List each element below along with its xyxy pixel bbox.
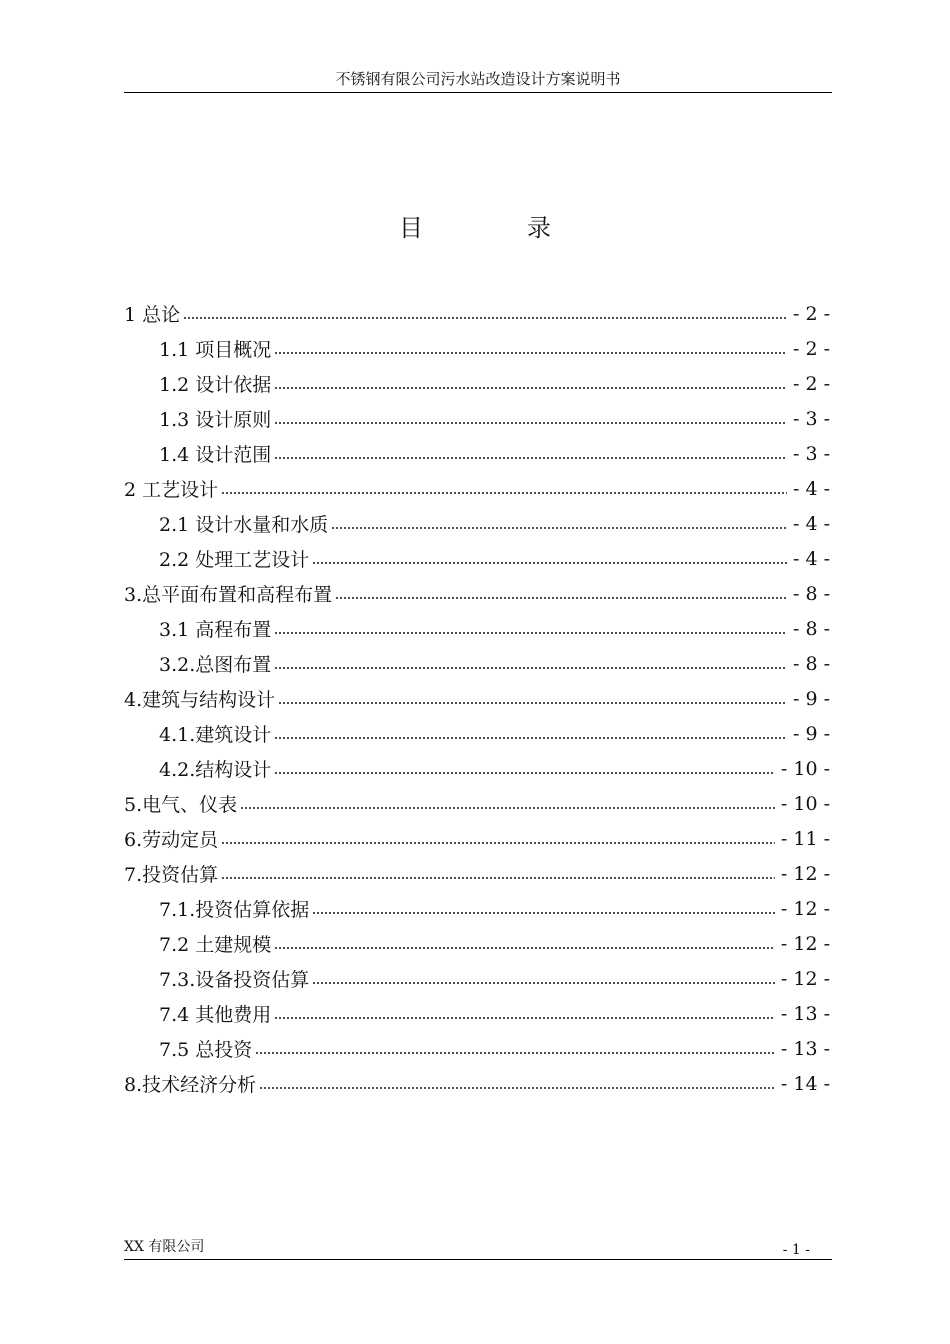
toc-entry-label: 2.1 设计水量和水质 [159,514,329,536]
toc-entry-page: - 12 - [780,862,830,885]
toc-entry[interactable] [124,541,830,576]
toc-entry[interactable] [124,961,830,996]
toc-entry-label: 1 总论 [124,304,181,326]
footer-page-number: - 1 - [782,1242,810,1258]
toc-entry[interactable] [124,786,830,821]
toc-entry-label: 2.2 处理工艺设计 [159,549,310,571]
toc-dot-leader [255,1052,775,1054]
toc-dot-leader [331,527,787,529]
toc-entry[interactable] [124,751,830,786]
toc-dot-leader [274,667,787,669]
toc-entry[interactable] [124,821,830,856]
toc-entry-page: - 4 - [792,512,830,535]
toc-entry[interactable] [124,926,830,961]
toc-dot-leader [312,562,787,564]
toc-entry-page: - 12 - [780,967,830,990]
toc-entry-page: - 14 - [780,1072,830,1095]
toc-entry-label: 3.总平面布置和高程布置 [124,584,333,606]
toc-entry-label: 7.5 总投资 [159,1039,253,1061]
header-rule [124,92,832,93]
toc-dot-leader [274,387,787,389]
toc-entry-label: 1.4 设计范围 [159,444,272,466]
toc-entry-page: - 9 - [792,722,830,745]
toc-dot-leader [240,807,775,809]
toc-entry-page: - 8 - [792,617,830,640]
toc-entry[interactable] [124,1031,830,1066]
toc-dot-leader [274,737,787,739]
toc-entry-label: 3.1 高程布置 [159,619,272,641]
toc-entry-label: 8.技术经济分析 [124,1074,257,1096]
toc-entry[interactable] [124,856,830,891]
footer-company: XX 有限公司 [124,1239,205,1255]
toc-entry[interactable] [124,366,830,401]
toc-entry[interactable] [124,471,830,506]
toc-entry[interactable] [124,331,830,366]
toc-entry-page: - 10 - [780,792,830,815]
toc-entry-label: 1.2 设计依据 [159,374,272,396]
toc-entry[interactable] [124,996,830,1031]
toc-entry-page: - 9 - [792,687,830,710]
toc-entry[interactable] [124,646,830,681]
toc-dot-leader [274,1017,775,1019]
toc-dot-leader [278,702,787,704]
toc-entry-page: - 2 - [792,337,830,360]
toc-entry-label: 5.电气、仪表 [124,794,238,816]
toc-dot-leader [274,422,787,424]
toc-entry-label: 2 工艺设计 [124,479,219,501]
toc-entry-page: - 4 - [792,547,830,570]
table-of-contents [124,296,830,1101]
toc-entry-page: - 2 - [792,302,830,325]
toc-dot-leader [221,877,775,879]
toc-dot-leader [312,982,775,984]
toc-entry-page: - 2 - [792,372,830,395]
toc-entry-page: - 11 - [780,827,830,850]
toc-dot-leader [274,457,787,459]
toc-entry[interactable] [124,891,830,926]
toc-entry[interactable] [124,681,830,716]
toc-dot-leader [259,1087,775,1089]
toc-title: 目录 [399,214,655,242]
toc-entry-label: 7.1.投资估算依据 [159,899,310,921]
footer-rule [124,1259,832,1260]
toc-entry-label: 4.1.建筑设计 [159,724,272,746]
toc-entry[interactable] [124,436,830,471]
toc-dot-leader [274,947,775,949]
toc-entry-label: 7.4 其他费用 [159,1004,272,1026]
toc-dot-leader [221,842,775,844]
toc-entry-label: 1.1 项目概况 [159,339,272,361]
toc-dot-leader [335,597,787,599]
toc-entry[interactable] [124,296,830,331]
toc-entry-page: - 4 - [792,477,830,500]
toc-dot-leader [221,492,787,494]
toc-entry-page: - 10 - [780,757,830,780]
toc-entry-label: 7.2 土建规模 [159,934,272,956]
toc-entry-page: - 13 - [780,1002,830,1025]
toc-entry[interactable] [124,401,830,436]
toc-entry-page: - 8 - [792,582,830,605]
toc-dot-leader [183,317,787,319]
toc-entry[interactable] [124,1066,830,1101]
toc-entry-label: 6.劳动定员 [124,829,219,851]
toc-entry[interactable] [124,576,830,611]
toc-entry-page: - 13 - [780,1037,830,1060]
toc-dot-leader [274,352,787,354]
toc-dot-leader [274,772,775,774]
toc-dot-leader [312,912,775,914]
toc-entry-label: 7.投资估算 [124,864,219,886]
toc-entry-label: 4.建筑与结构设计 [124,689,276,711]
toc-entry[interactable] [124,506,830,541]
toc-entry-page: - 12 - [780,897,830,920]
toc-entry-page: - 3 - [792,407,830,430]
toc-entry-page: - 12 - [780,932,830,955]
toc-dot-leader [274,632,787,634]
toc-entry-label: 7.3.设备投资估算 [159,969,310,991]
toc-entry-page: - 8 - [792,652,830,675]
toc-entry[interactable] [124,611,830,646]
toc-entry[interactable] [124,716,830,751]
running-header: 不锈钢有限公司污水站改造设计方案说明书 [335,70,621,88]
toc-entry-label: 3.2.总图布置 [159,654,272,676]
toc-entry-page: - 3 - [792,442,830,465]
toc-entry-label: 4.2.结构设计 [159,759,272,781]
toc-entry-label: 1.3 设计原则 [159,409,272,431]
